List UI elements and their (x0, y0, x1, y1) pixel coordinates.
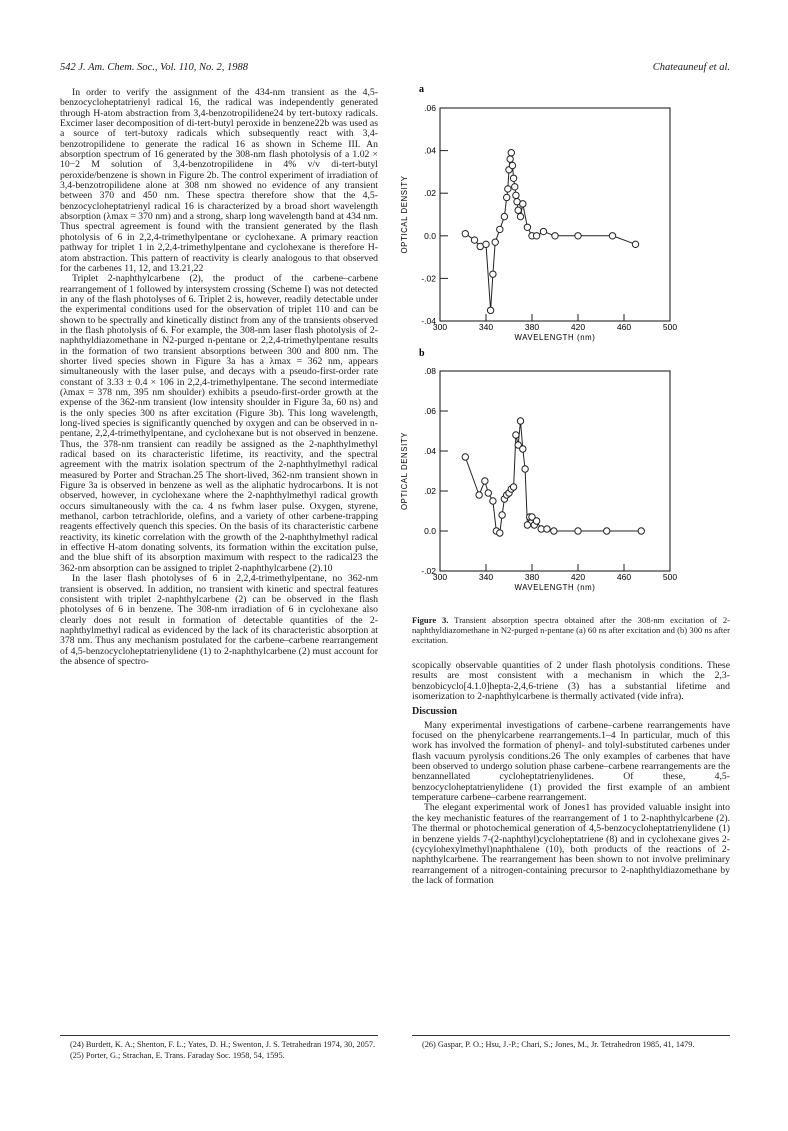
header-authors: Chateauneuf et al. (652, 62, 730, 73)
data-point (509, 162, 515, 168)
data-point (487, 307, 493, 313)
data-point (508, 150, 514, 156)
data-point (492, 239, 498, 245)
y-tick-label: .06 (424, 406, 436, 416)
paragraph: scopically observable quantities of 2 under flash photolysis conditions. These results are most consistent with a mechanism in which the 2,3-benzobicyclo[4.1.0]hepta-2,4,6-triene (3) has a substantial lifetime and isomerization to 2-naphthylcarbene is thermally activated (vide infra). (412, 660, 730, 703)
x-tick-label: 380 (524, 572, 540, 582)
data-point (513, 192, 519, 198)
panel-label-a: a (419, 84, 424, 95)
data-point (638, 528, 644, 534)
data-point (513, 432, 519, 438)
section-heading: Discussion (412, 706, 458, 718)
data-point (507, 156, 513, 162)
x-axis-label: WAVELENGTH (nm) (514, 583, 596, 592)
paragraph: In order to verify the assignment of the 434-nm transient as the 4,5-benzocycloheptatrienyl radical 16, the radical was independently generated through H-atom abstraction from 3,4-benzotropilidene24 by tert-butoxy radicals. Excimer laser decomposition of di-tert-butyl peroxide in benzene22b was used as a source of tert-butoxy radicals which subsequently react with 3,4-benzotropilidene to generate the radical 16 as shown in Scheme III. An absorption spectrum of 16 generated by the 308-nm flash photolysis of a 1.02 × 10−2 M solution of 3,4-benzotropilidene in 4% v/v di-tert-butyl peroxide/benzene is shown in Figure 2b. The control experiment of irradiation of 3,4-benzotropilidene alone at 308 nm showed no evidence of any transient between 370 and 450 nm. These spectra therefore show that the 4,5-benzocycloheptatrienyl radical 16 is characterized by a broad short wavelength absorption (λmax = 370 nm) and a strong, sharp long wavelength band at 434 nm. Thus spectral agreement is found with the transient generated by the flash photolysis of 6 in 2,2,4-trimethylpentane or cyclohexane. A primary reaction pathway for triplet 1 in 2,2,4-trimethylpentane and cyclohexane is therefore H-atom abstraction. This pattern of reactivity is clearly analogous to that observed for the carbenes 11, 12, and 13.21,22 (60, 87, 378, 274)
data-point (485, 490, 491, 496)
y-tick-label: 0.0 (424, 526, 436, 536)
left-column (60, 88, 378, 667)
footnote: (25) Porter, G.; Strachan, E. Trans. Faraday Soc. 1958, 54, 1595. (70, 1050, 285, 1060)
y-axis-label: OPTICAL DENSITY (400, 431, 409, 511)
data-point (544, 526, 550, 532)
data-point (482, 478, 488, 484)
data-point (497, 530, 503, 536)
x-axis-label: WAVELENGTH (nm) (514, 333, 596, 342)
data-point (510, 484, 516, 490)
x-tick-label: 340 (478, 572, 494, 582)
data-point (632, 241, 638, 247)
data-point (510, 175, 516, 181)
data-point (520, 446, 526, 452)
data-point (517, 213, 523, 219)
caption-text: Transient absorption spectra obtained after the 308-nm excitation of 2-naphthyldiazomethane in N2-purged n-pentane (a) 60 ns after excitation and (b) 300 ns after excitation. (412, 615, 730, 645)
paragraph: In the laser flash photolyses of 6 in 2,2,4-trimethylpentane, no 362-nm transient is observed. In addition, no transient with kinetic and spectral features consistent with triplet 2-naphthylcarbene (2) can be observed in the flash photolyses of 6 in benzene. The 308-nm irradiation of 6 in cyclohexane also clearly does not result in formation of detectable quantities of the 2-naphthylmethyl radical as evidenced by the lack of its characteristic absorption at 378 nm. Thus any mechanism postulated for the carbene–carbene rearrangement of 4,5-benzocycloheptatrienylidene (1) to 2-naphthylcarbene (2) must account for the absence of spectro- (60, 573, 378, 667)
data-point (515, 207, 521, 213)
footnote: (26) Gaspar, P. O.; Hsu, J.-P.; Chari, S.; Jones, M., Jr. Tetrahedron 1985, 41, 1479. (422, 1040, 695, 1049)
data-point (533, 518, 539, 524)
y-tick-label: -.04 (421, 316, 436, 326)
plot-frame (440, 371, 670, 571)
data-point (512, 184, 518, 190)
x-tick-label: 420 (570, 572, 586, 582)
data-point (551, 528, 557, 534)
data-point (609, 233, 615, 239)
panel-label-b: b (419, 348, 425, 359)
data-point (505, 186, 511, 192)
x-tick-label: 340 (478, 322, 494, 332)
data-point (520, 201, 526, 207)
data-point (517, 418, 523, 424)
data-point (524, 522, 530, 528)
x-tick-label: 460 (616, 322, 632, 332)
figure-3-plots (395, 83, 735, 611)
x-tick-label: 420 (570, 322, 586, 332)
data-point (471, 237, 477, 243)
caption-label: Figure 3. (412, 615, 449, 625)
data-point (604, 528, 610, 534)
data-point (552, 233, 558, 239)
paragraph: The elegant experimental work of Jones1 has provided valuable insight into the key mechanistic features of the rearrangement of 1 to 2-naphthylcarbene (2). The thermal or photochemical generation of 4,5-benzocycloheptatrienylidene (1) in benzene yields 7-(2-naphthyl)cycloheptatriene (8) and in cyclohexane gives 2-(cycylohexylmethyl)naphthalene (10), both products of the reactions of 2-naphthylcarbene. The rearrangement has been shown to not involve preliminary rearrangement of a nitrogen-containing precursor to 2-naphthyldiazomethane by the lack of formation (412, 802, 730, 886)
x-tick-label: 460 (616, 572, 632, 582)
y-tick-label: .02 (424, 188, 436, 199)
data-point (501, 213, 507, 219)
y-tick-label: .02 (424, 486, 436, 496)
data-point (504, 194, 510, 200)
x-tick-label: 500 (662, 572, 678, 582)
y-tick-label: -.02 (421, 273, 436, 284)
data-point (497, 226, 503, 232)
y-tick-label: 0.0 (424, 230, 436, 241)
header-citation: 542 J. Am. Chem. Soc., Vol. 110, No. 2, 1988 (60, 62, 249, 73)
x-tick-label: 300 (432, 572, 448, 582)
data-point (540, 228, 546, 234)
data-point (499, 512, 505, 518)
paragraph: Triplet 2-naphthylcarbene (2), the product of the carbene–carbene rearrangement of 1 followed by intersystem crossing (Scheme I) was not detected in any of the flash photolyses of 6. Triplet 2 is, however, readily detectable under the experimental conditions used for the observation of triplet 110 and can be shown to be spectrally and kinetically distinct from any of the transients observed in the flash photolysis of 6. For example, the 308-nm laser flash photolysis of 2-naphthyldiazomethane in N2-purged n-pentane or 2,2,4-trimethylpentane results in the formation of two transient absorptions between 300 and 800 nm. The shorter lived species shown in Figure 3a has a λmax = 362 nm, appears simultaneously with the laser pulse, and decays with a pseudo-first-order rate constant of 3.33 ± 0.4 × 106 in 2,2,4-trimethylpentane. The second intermediate (λmax = 378 nm, 395 nm shoulder) exhibits a pseudo-first-order growth at the expense of the 362-nm transient (low intensity shoulder in Figure 3a, 60 ns) and is the only species 300 ns after excitation (Figure 3b). This long wavelength, long-lived species is significantly quenched by oxygen and can be observed in n-pentane, 2,2,4-trimethylpentane, and cyclohexane but is not observed in benzene. Thus, the 378-nm transient can readily be assigned as the 2-naphthylmethyl radical based on its characteristic lifetime, its reactivity, and the spectral agreement with the matrix isolation spectrum of the 2-naphthylmethyl radical measured by Porter and Strachan.25 The short-lived, 362-nm transient shown in Figure 3a is observed in benzene as well as the aliphatic hydrocarbons. It is not observed, however, in cyclohexane where the 2-naphthylmethyl radical growth occurs simultaneously with the ca. 4 ns fwhm laser pulse. Oxygen, styrene, methanol, carbon tetrachloride, olefins, and a variety of other carbene-trapping reagents effectively quench this species. On the basis of its characteristic carbene reactivity, its kinetic correlation with the growth of the 2-naphthylmethyl radical in effective H-atom donating solvents, its formation within the excitation pulse, and the blue shift of its absorption maximum with respect to the radical23 the 362-nm absorption can be assigned to triplet 2-naphthylcarbene (2).10 (60, 273, 378, 574)
data-point (490, 271, 496, 277)
data-point (522, 466, 528, 472)
x-tick-label: 380 (524, 322, 540, 332)
footnotes-left (60, 1035, 378, 1061)
figure-3 (395, 83, 735, 611)
footnotes-right (412, 1035, 730, 1051)
data-point (575, 233, 581, 239)
plot-frame (440, 108, 670, 321)
y-tick-label: .06 (424, 103, 436, 113)
figure-caption (412, 615, 730, 645)
data-point (462, 454, 468, 460)
y-tick-label: .08 (424, 366, 436, 376)
x-tick-label: 500 (662, 322, 678, 332)
data-point (490, 498, 496, 504)
y-tick-label: .04 (424, 446, 436, 456)
spectrum-line (465, 153, 635, 311)
right-column (412, 661, 730, 886)
data-point (533, 233, 539, 239)
data-point (524, 224, 530, 230)
y-tick-label: .04 (424, 145, 436, 156)
data-point (462, 230, 468, 236)
x-tick-label: 300 (432, 322, 448, 332)
data-point (575, 528, 581, 534)
y-axis-label: OPTICAL DENSITY (400, 175, 409, 254)
footnote: (24) Burdett, K. A.; Shenton, F. L.; Yates, D. H.; Swenton, J. S. Tetrahedran 1974, 30, 2057. (70, 1040, 376, 1049)
paragraph: Many experimental investigations of carbene–carbene rearrangements have focused on the phenylcarbene rearrangements.1–4 In particular, much of this work has involved the formation of phenyl- and tolyl-substituted carbenes under flash vacuum pyrolysis conditions.26 The only examples of carbenes that have been observed to undergo solution phase carbene–carbene rearrangements are the benzannellated cycloheptatrienylidenes. Of these, 4,5-benzocycloheptatrienylidene (1) provided the first example of an ambient temperature carbene–carbene rearrangement. (412, 719, 730, 804)
data-point (476, 492, 482, 498)
spectrum-line (465, 421, 641, 533)
data-point (483, 241, 489, 247)
y-tick-label: -.02 (421, 566, 436, 576)
